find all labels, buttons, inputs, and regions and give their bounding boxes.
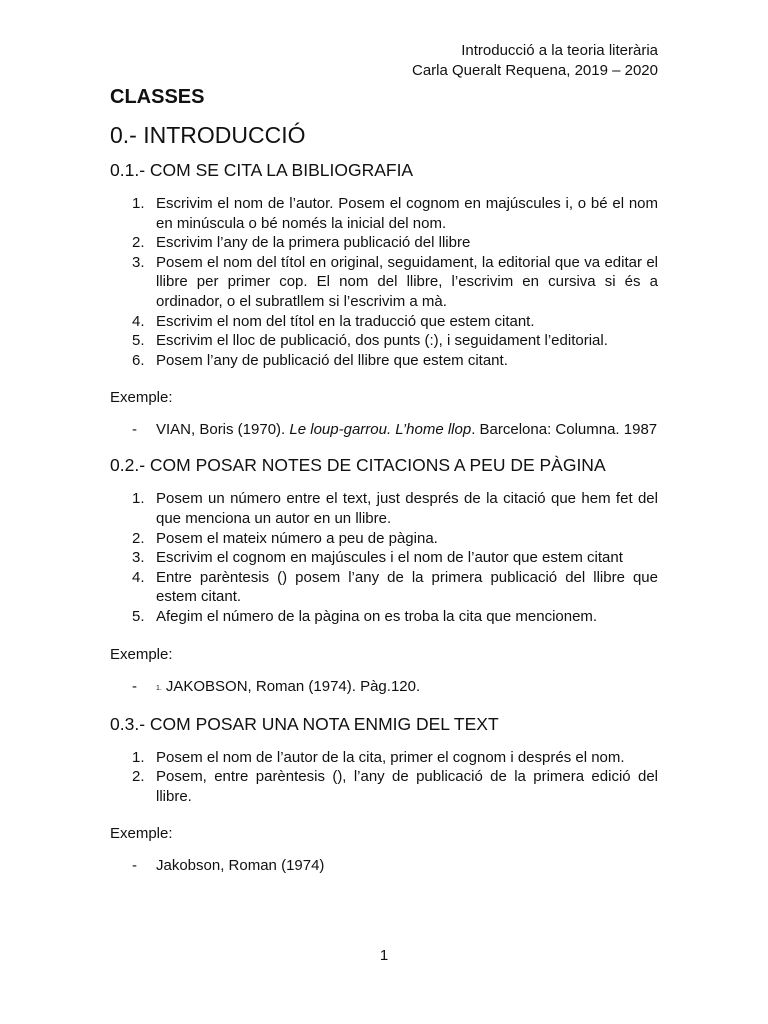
example-entry (110, 420, 658, 440)
bibliography-steps-list (110, 194, 658, 370)
example-dash: - (132, 677, 137, 695)
list-item-number: 5. (132, 332, 145, 350)
list-item (110, 351, 658, 371)
list-item-number: 1. (132, 748, 145, 766)
list-item-number: 2. (132, 768, 145, 786)
document-body (110, 84, 658, 876)
section-heading-inline-note: 0.3.- COM POSAR UNA NOTA ENMIG DEL TEXT (110, 713, 499, 734)
list-item (110, 489, 658, 528)
list-item-text: Escrivim el cognom en majúscules i el nom de l’autor que estem citant (156, 549, 623, 567)
list-item-number: 3. (132, 253, 145, 271)
list-item-text: Posem un número entre el text, just després de la citació que hem fet del que menciona un autor en un llibre. (156, 490, 658, 527)
list-item-number: 5. (132, 607, 145, 625)
inline-note-steps-list (110, 748, 658, 807)
page-header (412, 41, 658, 81)
list-item-number: 1. (132, 490, 145, 508)
list-item-text: Posem, entre parèntesis (), l’any de publicació de la primera edició del llibre. (156, 768, 658, 805)
section-heading-bibliography: 0.1.- COM SE CITA LA BIBLIOGRAFIA (110, 160, 414, 180)
document-title: CLASSES (110, 86, 205, 108)
list-item (110, 312, 658, 332)
list-item (110, 568, 658, 607)
example-text: Jakobson, Roman (1974) (156, 857, 325, 875)
list-item-text: Posem el mateix número a peu de pàgina. (156, 529, 438, 547)
example-dash: - (132, 421, 137, 439)
list-item-number: 2. (132, 234, 145, 252)
intro-heading: 0.- INTRODUCCIÓ (110, 122, 306, 148)
list-item (110, 253, 658, 312)
page-number: 1 (379, 947, 389, 964)
example-book-title: Le loup-garrou. L’home llop (289, 421, 472, 439)
example-label: Exemple: (110, 645, 173, 663)
list-item (110, 331, 658, 351)
list-item-number: 3. (132, 549, 145, 567)
header-author-year: Carla Queralt Requena, 2019 – 2020 (411, 62, 658, 79)
list-item (110, 748, 658, 768)
list-item-text: Escrivim el lloc de publicació, dos punts (:), i seguidament l’editorial. (156, 332, 608, 350)
list-item-number: 4. (132, 568, 145, 586)
list-item-number: 2. (132, 529, 145, 547)
list-item (110, 548, 658, 568)
footnote-steps-list (110, 489, 658, 626)
list-item-text: Escrivim el nom de l’autor. Posem el cognom en majúscules i, o bé el nom en minúscula o bé només la inicial del nom. (156, 195, 658, 232)
list-item-text: Entre parèntesis () posem l’any de la primera publicació del llibre que estem citant. (156, 568, 658, 606)
example-label: Exemple: (110, 825, 173, 843)
list-item-text: Escrivim l’any de la primera publicació del llibre (156, 234, 471, 252)
example-dash: - (132, 857, 137, 875)
list-item (110, 233, 658, 253)
list-item-text: Posem el nom del títol en original, seguidament, la editorial que va editar el llibre per primer cop. El nom del llibre, l’escrivim en cursiva si és a ordinador, o el subratllem si l’escrivim a mà. (156, 253, 658, 310)
footnote-mark: 1. (156, 684, 162, 692)
list-item-text: Posem el nom de l’autor de la cita, primer el cognom i després el nom. (156, 748, 625, 766)
example-text: JAKOBSON, Roman (1974). Pàg.120. (165, 677, 421, 695)
list-item-text: Posem l’any de publicació del llibre que estem citant. (156, 351, 508, 369)
list-item (110, 529, 658, 549)
list-item (110, 767, 658, 806)
list-item (110, 607, 658, 627)
section-heading-footnotes: 0.2.- COM POSAR NOTES DE CITACIONS A PEU DE PÀGINA (110, 455, 606, 476)
list-item-text: Afegim el número de la pàgina on es troba la cita que mencionem. (156, 607, 598, 625)
example-entry (110, 856, 658, 876)
example-entry (110, 677, 658, 699)
list-item-number: 6. (132, 351, 145, 369)
header-course-title: Introducció a la teoria literària (461, 42, 658, 59)
list-item-text: Escrivim el nom del títol en la traducció que estem citant. (156, 312, 535, 330)
example-label: Exemple: (110, 389, 173, 407)
list-item (110, 194, 658, 233)
list-item-number: 1. (132, 195, 145, 212)
example-text-part1: VIAN, Boris (1970). (156, 421, 290, 439)
example-text-part2: . Barcelona: Columna. 1987 (471, 421, 658, 439)
list-item-number: 4. (132, 312, 145, 330)
